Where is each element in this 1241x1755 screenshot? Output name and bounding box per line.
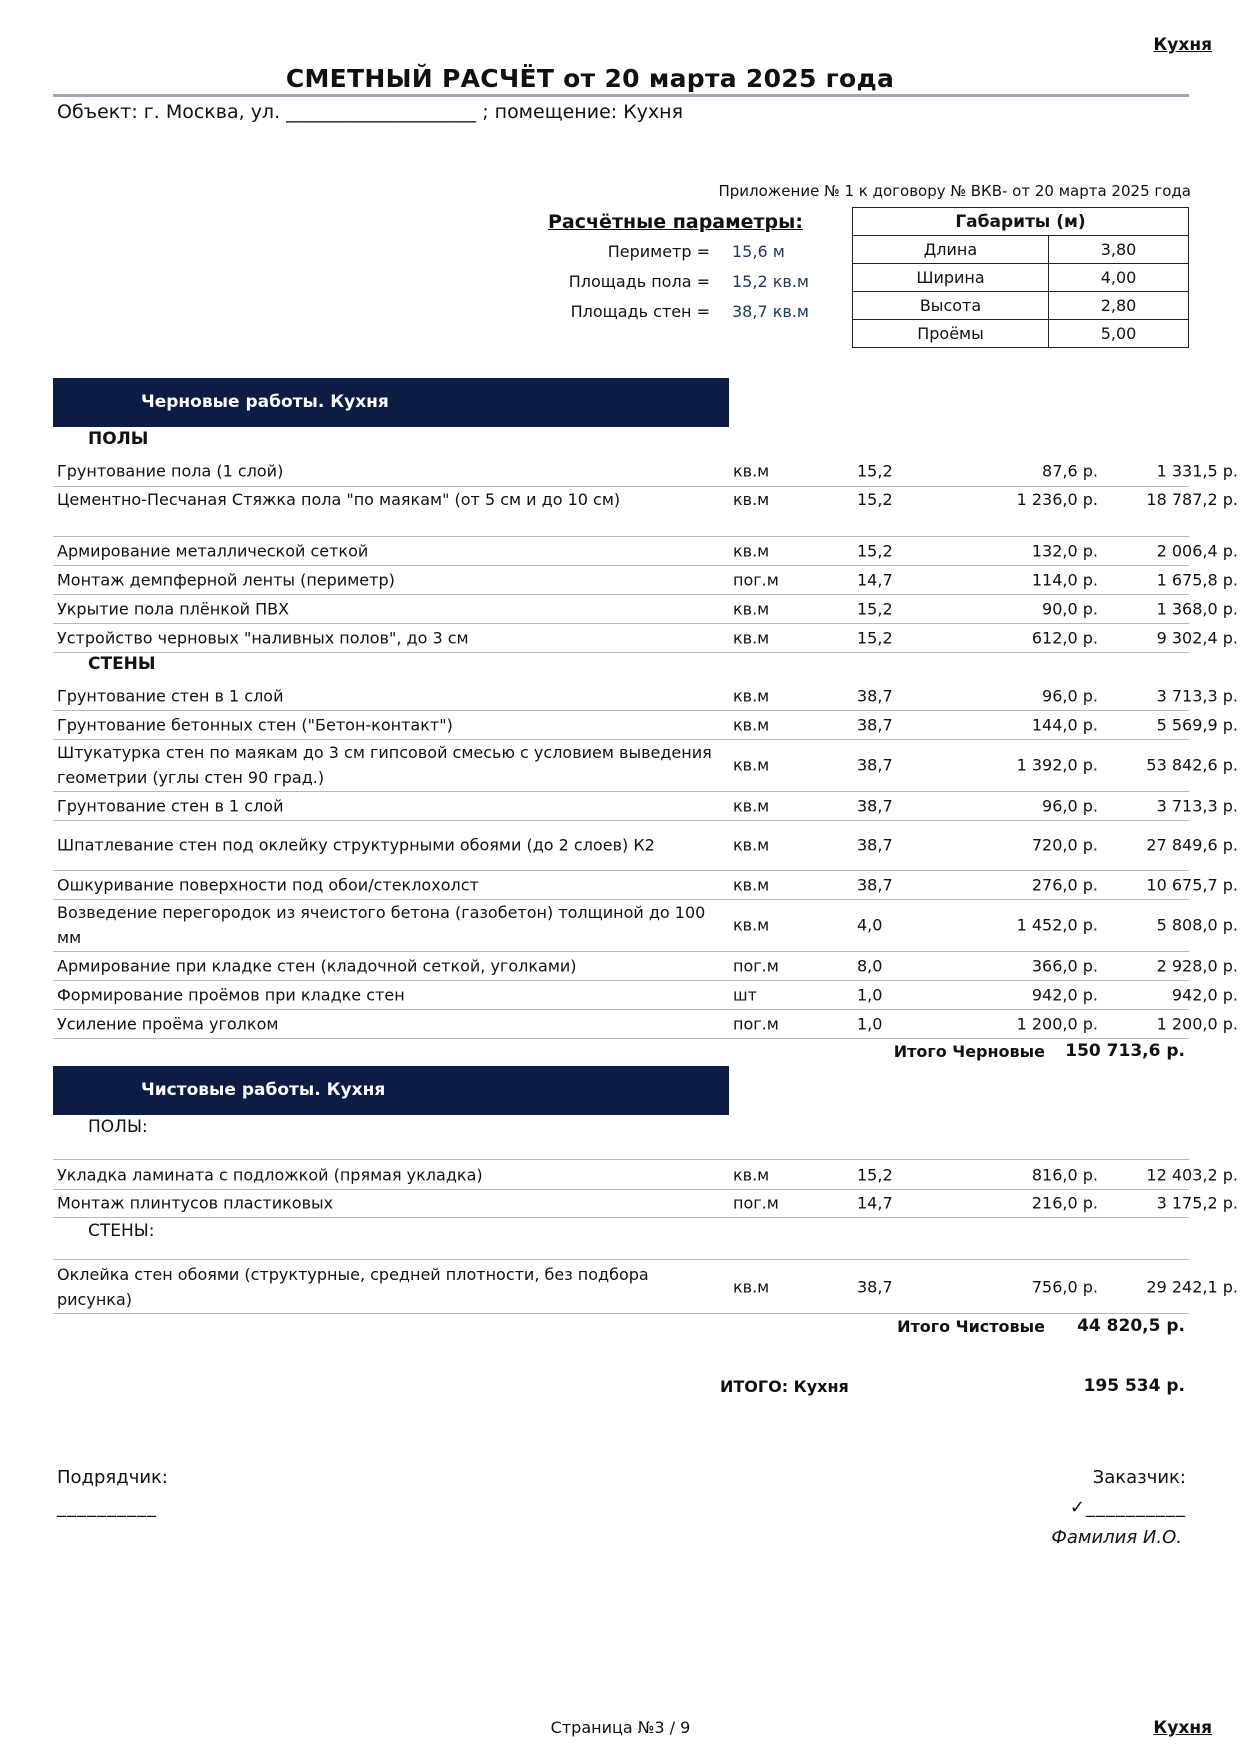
work-qty: 15,2 [857,1165,893,1184]
work-unit: кв.м [733,796,770,815]
work-price: 276,0 р. [1031,875,1098,894]
work-sum: 1 368,0 р. [1156,599,1238,618]
dimension-value: 5,00 [1049,320,1189,348]
rough-total-value: 150 713,6 р. [1065,1041,1185,1061]
table-row [53,594,1238,624]
work-price: 87,6 р. [1042,461,1098,481]
work-sum: 5 569,9 р. [1156,715,1238,734]
work-sum: 1 675,8 р. [1156,570,1238,589]
work-name: Грунтование пола (1 слой) [57,461,284,481]
grand-total-value: 195 534 р. [1083,1376,1185,1396]
rough-works-band [53,378,729,427]
work-name: Оклейка стен обоями (структурные, средней плотности, без подбора рисунка) [57,1264,649,1309]
table-row [53,486,1238,537]
table-row [53,681,1238,711]
dimension-row [853,236,1189,264]
page-number: Страница №3 / 9 [550,1718,691,1737]
work-qty: 38,7 [857,686,893,705]
contractor-label: Подрядчик: [57,1467,168,1488]
dimension-value: 3,80 [1049,236,1189,264]
table-row [53,1009,1238,1039]
work-name: Грунтование бетонных стен ("Бетон-контакт") [57,715,453,734]
work-qty: 38,7 [857,796,893,815]
work-name: Грунтование стен в 1 слой [57,686,284,705]
work-unit: кв.м [733,1277,770,1296]
work-qty: 38,7 [857,715,893,734]
table-row [53,870,1238,900]
work-unit: кв.м [733,461,770,481]
work-price: 1 452,0 р. [1016,915,1098,935]
table-row [53,951,1238,981]
dimensions-header: Габариты (м) [853,208,1189,236]
rough-works-title: Черновые работы. Кухня [141,392,389,412]
work-qty: 15,2 [857,490,893,509]
contractor-signature-line: __________ [57,1497,157,1518]
work-price: 720,0 р. [1031,835,1098,855]
work-name: Формирование проёмов при кладке стен [57,985,405,1004]
wall-area-label: Площадь стен = [570,302,710,321]
work-sum: 1 331,5 р. [1156,461,1238,481]
dimension-label: Ширина [853,264,1049,292]
work-sum: 3 713,3 р. [1156,796,1238,815]
work-price: 132,0 р. [1031,541,1098,560]
work-sum: 27 849,6 р. [1146,835,1238,855]
work-unit: шт [733,985,757,1004]
dimension-label: Высота [853,292,1049,320]
work-name: Цементно-Песчаная Стяжка пола "по маякам" (от 5 см и до 10 см) [57,490,621,509]
table-row [53,791,1238,821]
work-sum: 942,0 р. [1171,985,1238,1004]
work-qty: 1,0 [857,1014,883,1033]
title-divider [53,94,1189,97]
work-price: 612,0 р. [1031,628,1098,647]
work-unit: кв.м [733,628,770,647]
document-title: СМЕТНЫЙ РАСЧЁТ от 20 марта 2025 года [285,64,895,93]
work-name: Укрытие пола плёнкой ПВХ [57,599,290,618]
work-sum: 29 242,1 р. [1146,1277,1238,1296]
work-name: Монтаж плинтусов пластиковых [57,1193,334,1212]
work-name: Ошкуривание поверхности под обои/стеклохолст [57,875,479,894]
work-unit: кв.м [733,715,770,734]
work-price: 1 200,0 р. [1016,1014,1098,1033]
work-unit: кв.м [733,835,770,855]
table-row [53,739,1238,792]
work-sum: 1 200,0 р. [1156,1014,1238,1033]
dimensions-table [852,207,1189,348]
work-sum: 12 403,2 р. [1146,1165,1238,1184]
work-name: Шпатлевание стен под оклейку структурными обоями (до 2 слоев) К2 [57,835,655,855]
work-qty: 4,0 [857,915,883,935]
work-qty: 38,7 [857,1277,893,1296]
work-unit: кв.м [733,1165,770,1184]
dimension-row [853,264,1189,292]
finish-works-title: Чистовые работы. Кухня [141,1080,386,1100]
work-qty: 15,2 [857,599,893,618]
work-unit: пог.м [733,1193,779,1212]
work-name: Штукатурка стен по маякам до 3 см гипсовой смесью с условием выведения геометрии (углы стен 90 град.) [57,743,712,787]
work-sum: 2 928,0 р. [1156,956,1238,975]
work-unit: кв.м [733,686,770,705]
work-qty: 8,0 [857,956,883,975]
work-price: 216,0 р. [1031,1193,1098,1212]
table-row [53,820,1238,871]
table-row [53,565,1238,595]
work-unit: кв.м [733,490,770,509]
work-sum: 3 175,2 р. [1156,1193,1238,1212]
work-qty: 15,2 [857,628,893,647]
work-unit: кв.м [733,541,770,560]
work-qty: 1,0 [857,985,883,1004]
table-row [53,1159,1238,1190]
work-unit: пог.м [733,956,779,975]
dimension-label: Длина [853,236,1049,264]
work-price: 756,0 р. [1031,1277,1098,1296]
table-row [53,899,1238,952]
work-sum: 2 006,4 р. [1156,541,1238,560]
work-price: 942,0 р. [1031,985,1098,1004]
dimension-row [853,320,1189,348]
work-name: Грунтование стен в 1 слой [57,796,284,815]
work-price: 1 236,0 р. [1016,490,1098,509]
grand-total-label: ИТОГО: Кухня [720,1377,849,1396]
work-name: Монтаж демпферной ленты (периметр) [57,570,395,589]
perimeter-value: 15,6 м [732,242,785,261]
work-sum: 3 713,3 р. [1156,686,1238,705]
work-name: Укладка ламината с подложкой (прямая укладка) [57,1165,483,1184]
floor-area-label: Площадь пола = [568,272,710,291]
dimension-row [853,292,1189,320]
dimension-value: 2,80 [1049,292,1189,320]
work-name: Возведение перегородок из ячеистого бетона (газобетон) толщиной до 100 мм [57,903,706,947]
work-qty: 15,2 [857,541,893,560]
work-unit: кв.м [733,875,770,894]
params-title: Расчётные параметры: [548,211,803,233]
table-row [53,456,1238,487]
work-price: 96,0 р. [1042,796,1098,815]
dimension-label: Проёмы [853,320,1049,348]
work-price: 1 392,0 р. [1016,755,1098,775]
room-tag-top: Кухня [1153,35,1212,55]
work-qty: 38,7 [857,755,893,775]
dimension-value: 4,00 [1049,264,1189,292]
work-sum: 9 302,4 р. [1156,628,1238,647]
perimeter-label: Периметр = [607,242,710,261]
customer-signature-line: ✓__________ [1069,1497,1186,1518]
customer-label: Заказчик: [1092,1467,1186,1488]
work-qty: 38,7 [857,835,893,855]
finish-floors-header: ПОЛЫ: [88,1117,148,1137]
work-price: 816,0 р. [1031,1165,1098,1184]
table-row [53,980,1238,1010]
room-tag-bottom: Кухня [1153,1718,1212,1738]
customer-name: Фамилия И.О. [1051,1527,1182,1548]
object-line: Объект: г. Москва, ул. ____________________ ; помещение: Кухня [57,101,684,123]
wall-area-value: 38,7 кв.м [732,302,809,321]
work-price: 144,0 р. [1031,715,1098,734]
rough-walls-header: СТЕНЫ [88,654,156,674]
work-sum: 53 842,6 р. [1146,755,1238,775]
finish-works-band [53,1066,729,1115]
table-row [53,1188,1238,1218]
work-qty: 14,7 [857,570,893,589]
work-sum: 18 787,2 р. [1146,490,1238,509]
work-sum: 10 675,7 р. [1146,875,1238,894]
work-price: 114,0 р. [1031,570,1098,589]
work-name: Армирование металлической сеткой [57,541,369,560]
table-row [53,623,1238,653]
work-unit: кв.м [733,915,770,935]
work-name: Армирование при кладке стен (кладочной сеткой, уголками) [57,956,577,975]
work-unit: кв.м [733,599,770,618]
table-row [53,710,1238,740]
work-price: 366,0 р. [1031,956,1098,975]
work-name: Устройство черновых "наливных полов", до 3 см [57,628,469,647]
work-qty: 15,2 [857,461,893,481]
finish-total-label: Итого Чистовые [897,1317,1045,1336]
work-qty: 14,7 [857,1193,893,1212]
work-unit: пог.м [733,570,779,589]
work-unit: кв.м [733,755,770,775]
work-qty: 38,7 [857,875,893,894]
appendix-reference: Приложение № 1 к договору № ВКВ- от 20 марта 2025 года [718,182,1191,200]
work-name: Усиление проёма уголком [57,1014,279,1033]
work-sum: 5 808,0 р. [1156,915,1238,935]
table-row [53,1259,1238,1314]
floor-area-value: 15,2 кв.м [732,272,809,291]
finish-total-value: 44 820,5 р. [1077,1316,1185,1336]
rough-floors-header: ПОЛЫ [88,429,149,449]
work-price: 96,0 р. [1042,686,1098,705]
work-unit: пог.м [733,1014,779,1033]
table-row [53,536,1238,566]
rough-total-label: Итого Черновые [893,1042,1045,1061]
finish-walls-header: СТЕНЫ: [88,1221,155,1241]
work-price: 90,0 р. [1042,599,1098,618]
